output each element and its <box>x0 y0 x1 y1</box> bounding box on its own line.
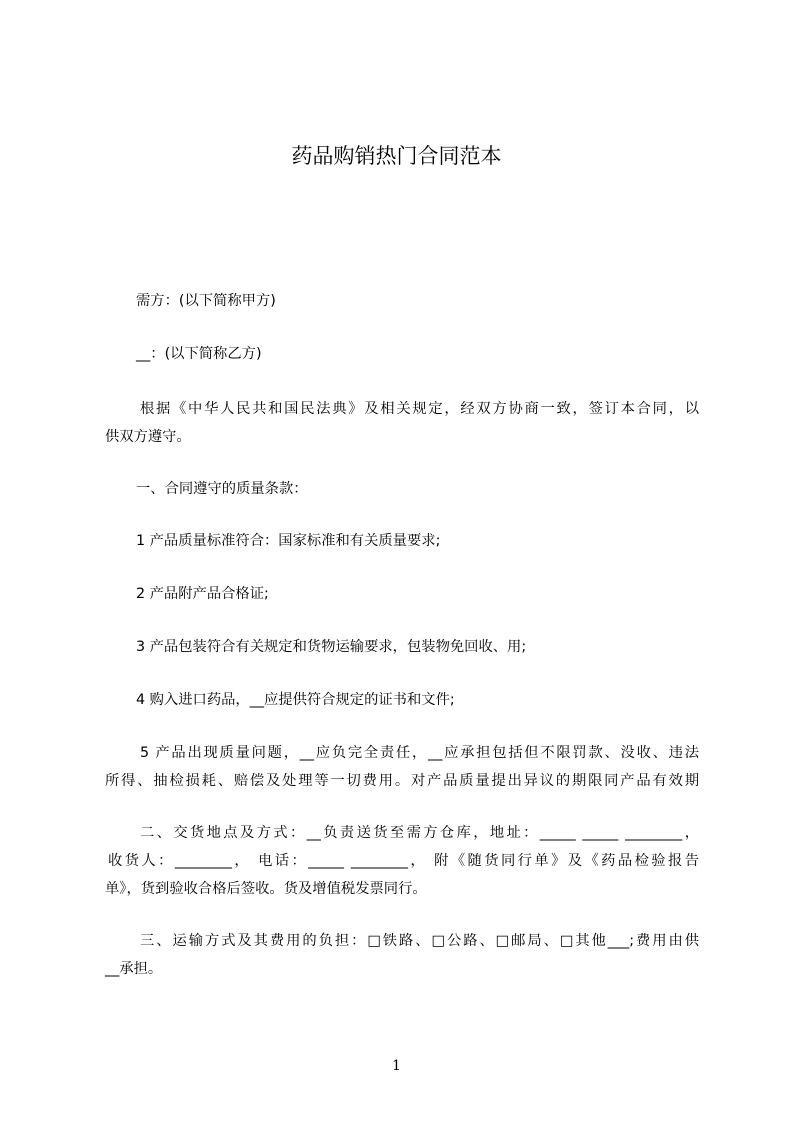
paragraph-preamble <box>105 395 699 451</box>
paragraph-preamble-line-2: 供双方遵守。 <box>105 429 191 445</box>
section-transport-line-2: __承担。 <box>105 961 163 977</box>
section-heading-quality: 一、合同遵守的质量条款： <box>136 481 308 497</box>
clause-5-line-1: 5 产品出现质量问题，__应负完全责任，__应承担包括但不限罚款、没收、违法 <box>140 745 699 761</box>
clause-5-line-2: 所得、抽检损耗、赔偿及处理等一切费用。对产品质量提出异议的期限同产品有效期 <box>105 773 699 789</box>
page-number: 1 <box>392 1058 401 1074</box>
section-delivery-line-1: 二、交货地点及方式：__负责送货至需方仓库，地址：_____ _____ ________， <box>140 825 699 841</box>
clause-3: 3 产品包装符合有关规定和货物运输要求，包装物免回收、用; <box>136 639 527 655</box>
section-delivery-line-3: 单》，货到验收合格后签收。货及增值税发票同行。 <box>105 881 427 897</box>
clause-5 <box>105 739 699 795</box>
clause-1: 1 产品质量标准符合：国家标准和有关质量要求; <box>136 533 441 549</box>
section-transport-line-1: 三、运输方式及其费用的负担：□铁路、□公路、□邮局、□其他___;费用由供 <box>140 933 699 949</box>
document-title: 药品购销热门合同范本 <box>291 144 502 168</box>
clause-4: 4 购入进口药品，__应提供符合规定的证书和文件; <box>136 692 455 708</box>
section-transport <box>105 927 699 983</box>
paragraph-seller: __：(以下简称乙方) <box>136 346 262 362</box>
section-delivery-line-2: 收货人：________， 电话：_____ ________， 附《随货同行单》及《药品检验报告 <box>108 853 699 869</box>
clause-2: 2 产品附产品合格证; <box>136 586 269 602</box>
paragraph-buyer: 需方：(以下简称甲方) <box>136 293 276 309</box>
section-delivery <box>105 819 699 903</box>
paragraph-preamble-line-1: 根据《中华人民共和国民法典》及相关规定，经双方协商一致，签订本合同，以 <box>140 401 699 417</box>
